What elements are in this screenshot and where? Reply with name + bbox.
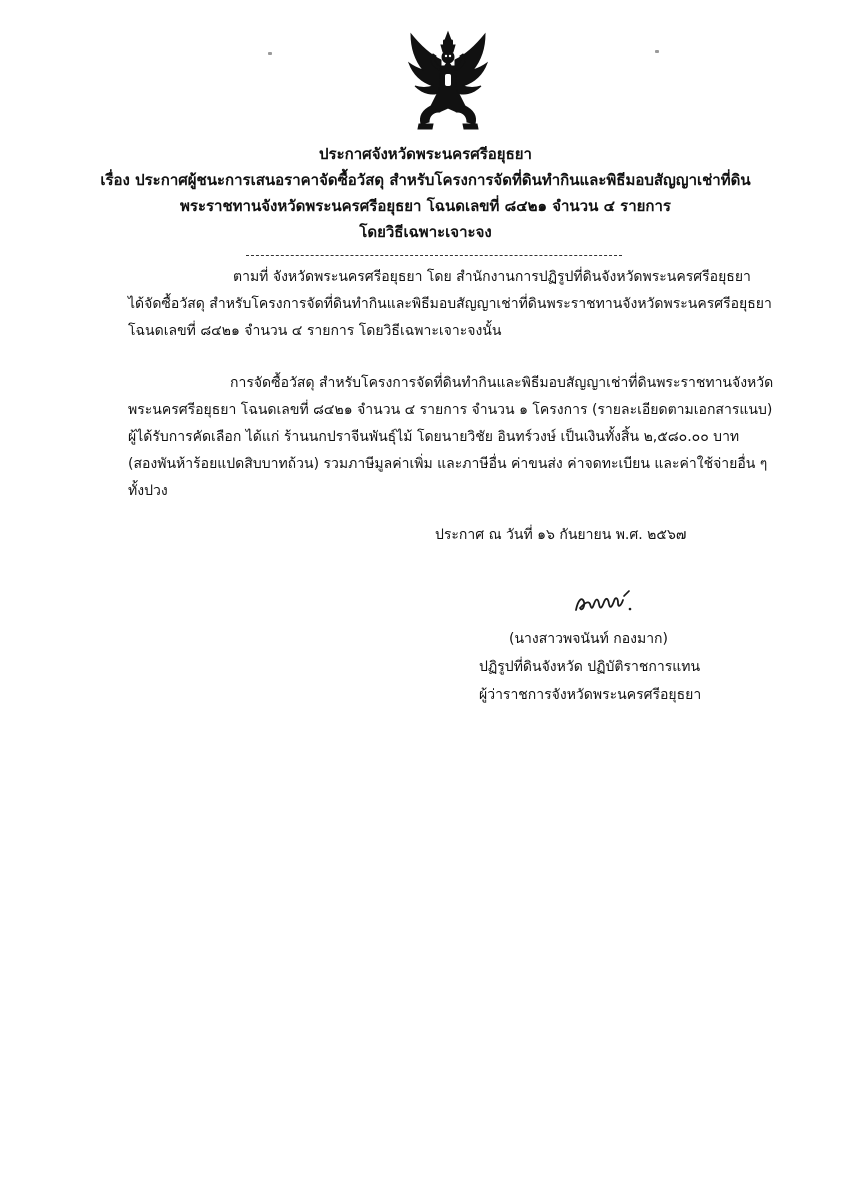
announcement-title: ประกาศจังหวัดพระนครศรีอยุธยา xyxy=(319,145,532,163)
signatory-position: ปฏิรูปที่ดินจังหวัด ปฏิบัติราชการแทน xyxy=(479,659,701,675)
paragraph2-line2: พระนครศรีอยุธยา โฉนดเลขที่ ๘๔๒๑ จำนวน ๔ รายการ จำนวน ๑ โครงการ (รายละเอียดตามเอกสารแนบ) xyxy=(128,402,773,418)
handwritten-signature-icon xyxy=(572,588,636,618)
garuda-emblem-icon xyxy=(405,30,491,130)
paragraph2-line1: การจัดซื้อวัสดุ สำหรับโครงการจัดที่ดินทำกินและพิธีมอบสัญญาเช่าที่ดินพระราชทานจังหวัด xyxy=(230,375,774,391)
signatory-name: (นางสาวพจนันท์ กองมาก) xyxy=(509,631,668,647)
announce-date: ประกาศ ณ วันที่ ๑๖ กันยายน พ.ศ. ๒๕๖๗ xyxy=(435,527,687,543)
paragraph1-line2: ได้จัดซื้อวัสดุ สำหรับโครงการจัดที่ดินทำกินและพิธีมอบสัญญาเช่าที่ดินพระราชทานจังหวัดพระนครศรีอยุธยา xyxy=(128,296,772,312)
signatory-acting-for: ผู้ว่าราชการจังหวัดพระนครศรีอยุธยา xyxy=(479,687,702,703)
paragraph2-line4: (สองพันห้าร้อยแปดสิบบาทถ้วน) รวมภาษีมูลค่าเพิ่ม และภาษีอื่น ค่าขนส่ง ค่าจดทะเบียน และค่าใช้จ่ายอื่น ๆ xyxy=(128,456,768,472)
procurement-method: โดยวิธีเฉพาะเจาะจง xyxy=(359,223,492,241)
paragraph2-line3: ผู้ได้รับการคัดเลือก ได้แก่ ร้านนกปราจีนพันธุ์ไม้ โดยนายวิชัย อินทร์วงษ์ เป็นเงินทั้งสิ้น ๒,๕๘๐.๐๐ บาท xyxy=(128,429,740,445)
paragraph1-line1: ตามที่ จังหวัดพระนครศรีอยุธยา โดย สำนักงานการปฏิรูปที่ดินจังหวัดพระนครศรีอยุธยา xyxy=(233,269,751,285)
dashed-divider xyxy=(246,255,622,256)
announcement-subject-cont: พระราชทานจังหวัดพระนครศรีอยุธยา โฉนดเลขที่ ๘๔๒๑ จำนวน ๔ รายการ xyxy=(180,197,671,215)
announcement-subject: เรื่อง ประกาศผู้ชนะการเสนอราคาจัดซื้อวัสดุ สำหรับโครงการจัดที่ดินทำกินและพิธีมอบสัญญาเช่าที่ดิน xyxy=(100,171,751,189)
paragraph2-line5: ทั้งปวง xyxy=(128,483,168,499)
scan-speck xyxy=(655,50,659,53)
scan-speck xyxy=(268,52,272,55)
paragraph1-line3: โฉนดเลขที่ ๘๔๒๑ จำนวน ๔ รายการ โดยวิธีเฉพาะเจาะจงนั้น xyxy=(128,323,502,339)
